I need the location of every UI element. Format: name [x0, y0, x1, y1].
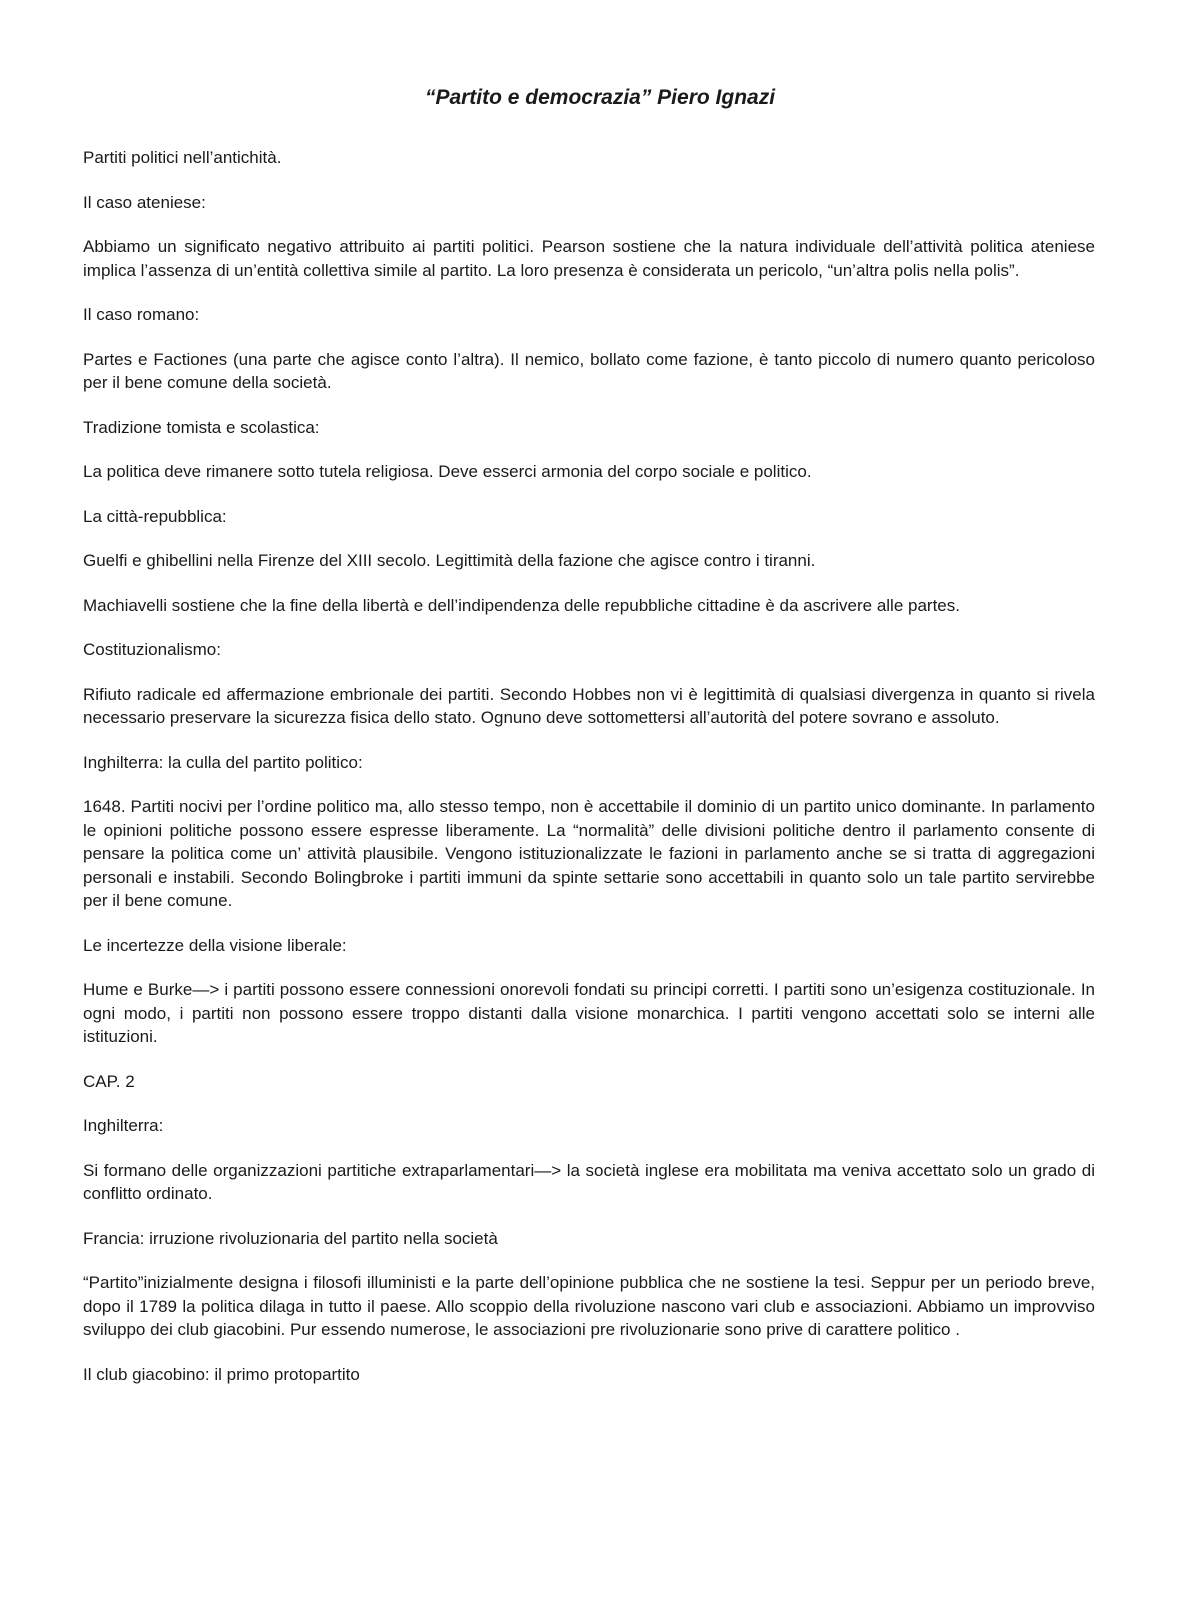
paragraph-athenian-case: Abbiamo un significato negativo attribuito ai partiti politici. Pearson sostiene che la natura individuale dell’attività politica ateniese implica l’assenza di un’entità collettiva simile al partito. La loro presenza è considerata un pericolo, “un’altra polis nella polis”. — [83, 237, 1095, 280]
paragraph-hume-burke: Hume e Burke—> i partiti possono essere connessioni onorevoli fondati su principi corretti. I partiti sono un’esigenza costituzionale. In ogni modo, i partiti non possono essere troppo distanti dalla visione monarchica. I partiti vengono accettati solo se interni alle istituzioni. — [83, 980, 1095, 1046]
paragraph-england-organizations: Si formano delle organizzazioni partitiche extraparlamentari—> la società inglese era mobilitata ma veniva accettato solo un grado di conflitto ordinato. — [83, 1160, 1095, 1203]
chapter-heading: CAP. 2 — [83, 1071, 135, 1091]
heading-city-republic: La città-repubblica: — [83, 506, 227, 526]
heading-jacobin-club: Il club giacobino: il primo protopartito — [83, 1364, 360, 1384]
heading-england-cradle: Inghilterra: la culla del partito politico: — [83, 752, 363, 772]
paragraph-roman-case: Partes e Factiones (una parte che agisce conto l’altra). Il nemico, bollato come fazione, è tanto piccolo di numero quanto pericoloso per il bene comune della società. — [83, 349, 1095, 392]
paragraph-thomist-tradition: La politica deve rimanere sotto tutela religiosa. Deve esserci armonia del corpo sociale e politico. — [83, 462, 812, 481]
heading-athenian-case: Il caso ateniese: — [83, 192, 206, 212]
paragraph-guelphs-ghibellines: Guelfi e ghibellini nella Firenze del XIII secolo. Legittimità della fazione che agisce contro i tiranni. — [83, 551, 816, 570]
document-title: “Partito e democrazia” Piero Ignazi — [424, 86, 776, 109]
heading-thomist-tradition: Tradizione tomista e scolastica: — [83, 417, 320, 437]
heading-roman-case: Il caso romano: — [83, 305, 200, 324]
heading-england: Inghilterra: — [83, 1116, 164, 1135]
paragraph-france-partito: “Partito”inizialmente designa i filosofi illuministi e la parte dell’opinione pubblica che ne sostiene la tesi. Seppur per un periodo breve, dopo il 1789 la politica dilaga in tutto il paese. Allo scoppio della rivoluzione nascono vari club e associazioni. Abbiamo un improvviso sviluppo dei club giacobini. Pur essendo numerose, le associazioni pre rivoluzionarie sono prive di carattere politico . — [83, 1273, 1095, 1339]
paragraph-machiavelli: Machiavelli sostiene che la fine della libertà e dell’indipendenza delle repubbliche cittadine è da ascrivere alle partes. — [83, 595, 960, 615]
paragraph-constitutionalism: Rifiuto radicale ed affermazione embrionale dei partiti. Secondo Hobbes non vi è legittimità di qualsiasi divergenza in quanto si rivela necessario preservare la sicurezza fisica dello stato. Ognuno deve sottomettersi all’autorità del potere sovrano e assoluto. — [83, 684, 1095, 727]
document-body — [83, 146, 1095, 1407]
heading-liberal-vision: Le incertezze della visione liberale: — [83, 935, 347, 955]
heading-ancient-parties: Partiti politici nell’antichità. — [83, 148, 282, 167]
heading-france: Francia: irruzione rivoluzionaria del partito nella società — [83, 1228, 498, 1248]
paragraph-england-1648: 1648. Partiti nocivi per l’ordine politico ma, allo stesso tempo, non è accettabile il dominio di un partito unico dominante. In parlamento le opinioni politiche possono essere espresse liberamente. La “normalità” delle divisioni politiche dentro il parlamento consente di pensare la politica come un’ attività plausibile. Vengono istituzionalizzate le fazioni in parlamento anche se si tratta di aggregazioni personali e instabili. Secondo Bolingbroke i partiti immuni da spinte settarie sono accettabili in quanto solo un tale partito servirebbe per il bene comune. — [83, 797, 1095, 910]
heading-constitutionalism: Costituzionalismo: — [83, 640, 221, 659]
